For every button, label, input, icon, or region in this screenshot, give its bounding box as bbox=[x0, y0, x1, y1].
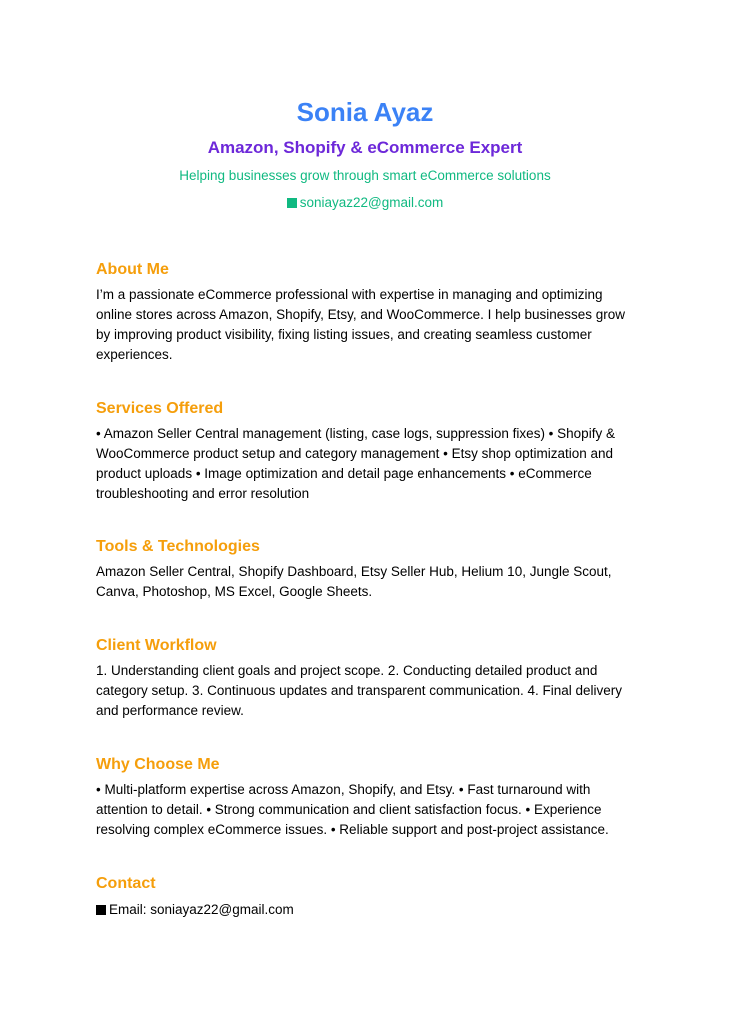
section-body-about: I’m a passionate eCommerce professional with expertise in managing and optimizing online stores across Amazon, Shopify, Etsy, and WooCommerce. I help businesses grow by improving product visibility, fixing listing issues, and creating seamless customer experiences. bbox=[96, 287, 625, 362]
section-title-contact: Contact bbox=[96, 875, 156, 892]
section-title-tools: Tools & Technologies bbox=[96, 538, 260, 555]
black-square-icon bbox=[96, 905, 106, 915]
headline: Amazon, Shopify & eCommerce Expert bbox=[207, 138, 523, 157]
person-name: Sonia Ayaz bbox=[296, 97, 434, 127]
contact-email bbox=[96, 900, 636, 920]
section-title-services: Services Offered bbox=[96, 400, 224, 417]
header-email-text[interactable]: soniayaz22@gmail.com bbox=[299, 195, 444, 210]
section-title-workflow: Client Workflow bbox=[96, 637, 217, 654]
green-square-icon bbox=[287, 198, 297, 208]
section-title-about: About Me bbox=[96, 261, 169, 278]
section-body-workflow: 1. Understanding client goals and project scope. 2. Conducting detailed product and category setup. 3. Continuous updates and transparent communication. 4. Final delivery and performance review. bbox=[96, 663, 623, 718]
section-body-why: • Multi-platform expertise across Amazon, Shopify, and Etsy. • Fast turnaround with attention to detail. • Strong communication and client satisfaction focus. • Experience resolving complex eCommerce issues. • Reliable support and post-project assistance. bbox=[96, 782, 609, 837]
section-title-why: Why Choose Me bbox=[96, 756, 220, 773]
section-body-tools: Amazon Seller Central, Shopify Dashboard, Etsy Seller Hub, Helium 10, Jungle Scout, Canva, Photoshop, MS Excel, Google Sheets. bbox=[96, 564, 612, 599]
header-email bbox=[0, 194, 730, 212]
contact-email-text[interactable]: Email: soniayaz22@gmail.com bbox=[109, 902, 294, 917]
section-body-services: • Amazon Seller Central management (listing, case logs, suppression fixes) • Shopify & WooCommerce product setup and category management • Etsy shop optimization and product uploads • Image optimization and detail page enhancements • eCommerce troubleshooting and error resolution bbox=[96, 426, 615, 501]
tagline: Helping businesses grow through smart eCommerce solutions bbox=[179, 168, 551, 183]
